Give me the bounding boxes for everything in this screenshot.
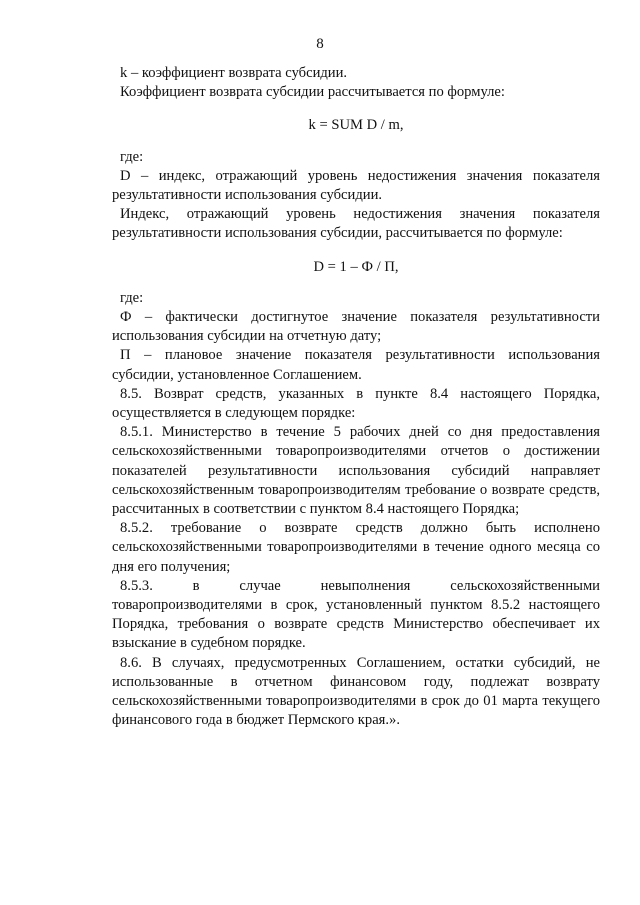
k-definition: k – коэффициент возврата субсидии. (120, 65, 348, 81)
clause-8-5-2: 8.5.2. требование о возврате средств должно быть исполнено сельскохозяйственными товаропроизводителями в течение одного месяца со дня его получения; (112, 520, 600, 575)
clause-8-5-3: 8.5.3. в случае невыполнения сельскохозяйственными товаропроизводителями в срок, установленный пунктом 8.5.2 настоящего Порядка, требования о возврате средств Министерство обеспечивает их взыскание в судебном порядке. (112, 577, 600, 652)
k-formula-intro: Коэффициент возврата субсидии рассчитывается по формуле: (120, 84, 505, 101)
d-formula-intro: Индекс, отражающий уровень недостижения значения показателя результативности использования субсидии, рассчитывается по формуле: (112, 206, 600, 242)
page-number: 8 (316, 36, 324, 52)
d-formula: D = 1 – Ф / П, (313, 258, 399, 275)
document-body (112, 64, 600, 731)
k-formula: k = SUM D / m, (308, 117, 404, 134)
f-definition: Ф – фактически достигнутое значение показателя результативности использования субсидии на отчетную дату; (112, 309, 600, 345)
where-label-1: где: (120, 148, 144, 165)
clause-8-6: 8.6. В случаях, предусмотренных Соглашением, остатки субсидий, не использованные в отчетном финансовом году, подлежат возврату сельскохозяйственными товаропроизводителями в срок до 01 марта текущего финансового года в бюджет Пермского края.». (112, 654, 600, 729)
where-label-2: где: (120, 289, 144, 306)
clause-8-5: 8.5. Возврат средств, указанных в пункте 8.4 настоящего Порядка, осуществляется в следующем порядке: (112, 385, 600, 422)
p-definition: П – плановое значение показателя результативности использования субсидии, установленное Соглашением. (112, 347, 600, 383)
d-definition: D – индекс, отражающий уровень недостижения значения показателя результативности использования субсидии. (112, 167, 600, 204)
clause-8-5-1: 8.5.1. Министерство в течение 5 рабочих дней со дня предоставления сельскохозяйственными товаропроизводителями отчетов о достижении показателей результативности использования субсидий направляет сельскохозяйственным товаропроизводителям требование о возврате средств, рассчитанных в соответствии с пунктом 8.4 настоящего Порядка; (112, 424, 600, 518)
